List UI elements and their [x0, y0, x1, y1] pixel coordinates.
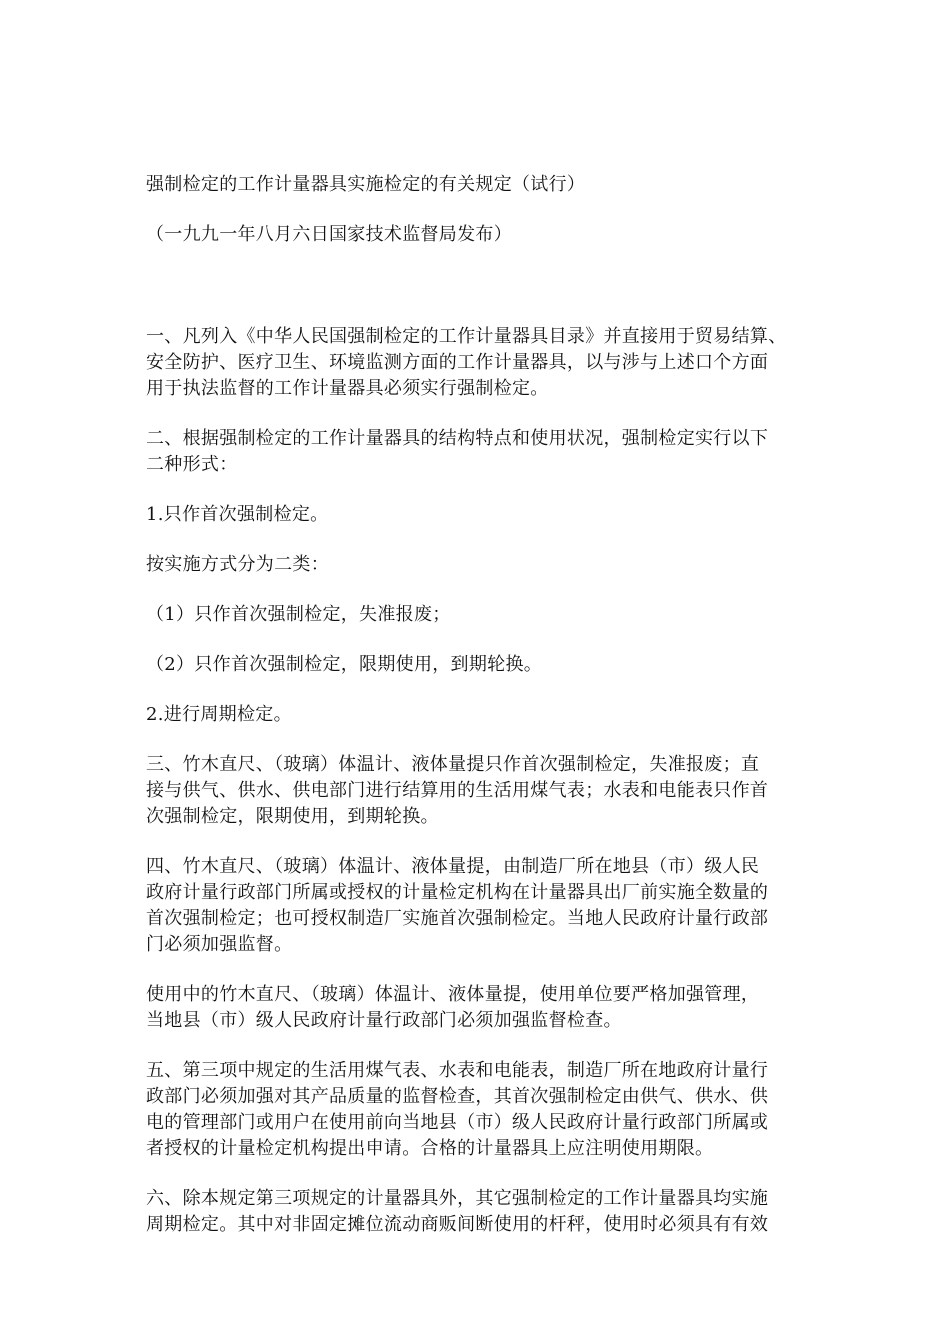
paragraph-8: 三、竹木直尺、（玻璃）体温计、液体量提只作首次强制检定，失准报废；直 接与供气、供水、供电部门进行结算用的生活用煤气表；水表和电能表只作首 次强制检定，限期使用，到期轮换。: [146, 754, 769, 827]
paragraph-4: 按实施方式分为二类：: [146, 554, 329, 575]
document-subtitle: （一九九一年八月六日国家技术监督局发布）: [146, 224, 512, 245]
document-body: [146, 172, 806, 1238]
paragraph-6: （2）只作首次强制检定，限期使用，到期轮换。: [146, 654, 543, 675]
document-title: 强制检定的工作计量器具实施检定的有关规定（试行）: [146, 174, 586, 195]
paragraph-2: 二、根据强制检定的工作计量器具的结构特点和使用状况，强制检定实行以下 二种形式：: [146, 428, 769, 475]
paragraph-3: 1.只作首次强制检定。: [146, 504, 329, 525]
paragraph-12: 六、除本规定第三项规定的计量器具外，其它强制检定的工作计量器具均实施 周期检定。其中对非固定摊位流动商贩间断使用的杆秤，使用时必须具有有效: [146, 1188, 769, 1235]
paragraph-10: 使用中的竹木直尺、（玻璃）体温计、液体量提，使用单位要严格加强管理， 当地县（市）级人民政府计量行政部门必须加强监督检查。: [146, 984, 760, 1031]
paragraph-9: 四、竹木直尺、（玻璃）体温计、液体量提，由制造厂所在地县（市）级人民 政府计量行政部门所属或授权的计量检定机构在计量器具出厂前实施全数量的 首次强制检定；也可授权制造厂实施首次强制检定。当地人民政府计量行政部 门必须加强监督。: [146, 856, 769, 955]
paragraph-7: 2.进行周期检定。: [146, 704, 292, 725]
paragraph-11: 五、第三项中规定的生活用煤气表、水表和电能表，制造厂所在地政府计量行 政部门必须加强对其产品质量的监督检查，其首次强制检定由供气、供水、供 电的管理部门或用户在使用前向当地县（市）级人民政府计量行政部门所属或 者授权的计量检定机构提出申请。合格的计量器具上应注明使用期限。: [146, 1060, 769, 1159]
paragraph-1: 一、凡列入《中华人民国强制检定的工作计量器具目录》并直接用于贸易结算、 安全防护、医疗卫生、环境监测方面的工作计量器具，以与涉与上述口个方面 用于执法监督的工作计量器具必须实行强制检定。: [146, 326, 787, 399]
paragraph-5: （1）只作首次强制检定，失准报废；: [146, 604, 451, 625]
